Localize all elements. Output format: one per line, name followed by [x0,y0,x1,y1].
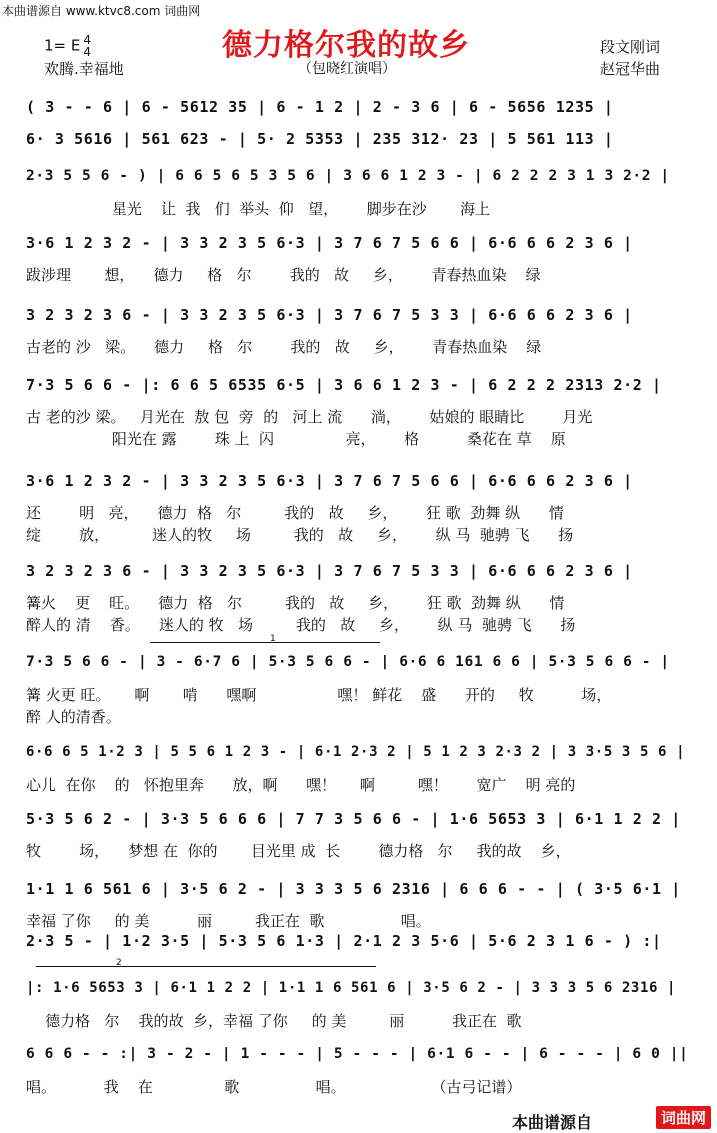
notation-line: 6·6 6 5 1·2 3 | 5 5 6 1 2 3 - | 6·1 2·3 2 | 5 1 2 3 2·3 2 | 3 3·5 3 5 6 | [26,744,686,760]
lyric-line-1: 德力格 尔 我的故 乡，幸福 了你 的 美 丽 我正在 歌 [26,1012,522,1030]
volta-1-bracket [150,634,380,649]
lyric-line-2: 阳光在 露 珠 上 闪 亮， 格 桑花在 草 原 [26,430,566,448]
meter-bottom: 4 [83,45,91,59]
score-system [26,168,690,218]
score-system [26,98,690,116]
notation-line: 3 2 3 2 3 6 - | 3 3 2 3 5 6·3 | 3 7 6 7 5 3 3 | 6·6 6 6 2 3 6 | [26,562,633,580]
score-system [26,810,690,860]
score-system [26,880,690,930]
performance-style: 欢腾.幸福地 [44,60,124,78]
notation-line: 1·1 1 6 561 6 | 3·5 6 2 - | 3 3 3 5 6 2316 | 6 6 6 - - | ( 3·5 6·1 | [26,880,681,898]
site-logo: 词曲网 [656,1106,711,1129]
lyric-line-2: 醉 人的清香。 [26,708,121,726]
footer-source: 本曲谱源自 [512,1113,593,1132]
time-signature [83,34,91,58]
lyric-line-1: 古老的 沙 梁。 德力 格 尔 我的 故 乡， 青春热血染 绿 [26,338,542,356]
notation-line: |: 1·6 5653 3 | 6·1 1 2 2 | 1·1 1 6 561 6 | 3·5 6 2 - | 3 3 3 5 6 2316 | [26,980,677,996]
notation-line: 7·3 5 6 6 - | 3 - 6·7 6 | 5·3 5 6 6 - | 6·6 6 161 6 6 | 5·3 5 6 6 - | [26,654,670,670]
score-system [26,562,690,634]
key-signature [44,34,91,58]
composer: 赵冠华曲 [600,60,661,78]
lyric-line-1: 跋涉理 想， 德力 格 尔 我的 故 乡， 青春热血染 绿 [26,266,541,284]
notation-line: 2·3 5 - | 1·2 3·5 | 5·3 5 6 1·3 | 2·1 2 3 5·6 | 5·6 2 3 1 6 - ) :| [26,932,662,950]
notation-line: 2·3 5 5 6 - ) | 6 6 5 6 5 3 5 6 | 3 6 6 1 2 3 - | 6 2 2 2 3 1 3 2·2 | [26,168,670,184]
lyric-line-1: 星光 让 我 们 举头 仰 望， 脚步在沙 海上 [26,200,491,218]
score-system [26,980,690,1030]
score-system [26,130,690,148]
volta-2-bracket [36,958,376,973]
lyric-line-1: 古 老的沙 梁。 月光在 敖 包 旁 的 河上 流 淌， 姑娘的 眼睛比 月光 [26,408,593,426]
notation-line: 3·6 1 2 3 2 - | 3 3 2 3 5 6·3 | 3 7 6 7 5 6 6 | 6·6 6 6 2 3 6 | [26,472,633,490]
score-system [26,306,690,356]
score-system [26,376,690,448]
lyricist: 段文刚词 [600,38,661,56]
notation-line: 7·3 5 6 6 - |: 6 6 5 6535 6·5 | 3 6 6 1 2 3 - | 6 2 2 2 2313 2·2 | [26,376,662,394]
notation-line: ( 3 - - 6 | 6 - 5612 35 | 6 - 1 2 | 2 - 3 6 | 6 - 5656 1235 | [26,98,614,116]
score-system [26,472,690,544]
lyric-line-2: 醉人的 清 香。 迷人的 牧 场 我的 故 乡， 纵 马 驰骋 飞 扬 [26,616,576,634]
score-system [26,1046,690,1096]
notation-line: 6· 3 5616 | 561 623 - | 5· 2 5353 | 235 312· 23 | 5 561 113 | [26,130,614,148]
volta-2-label: 2 [116,958,122,968]
site-header: 本曲谱源自 www.ktvc8.com 词曲网 [2,4,201,18]
song-title: 德力格尔我的故乡 [222,28,470,63]
meter-top: 4 [83,33,91,47]
lyric-line-1: 篝 火更 旺。 啊 啃 嘿啊 嘿！ 鲜花 盛 开的 牧 场， [26,686,612,704]
lyric-line-1: 唱。 我 在 歌 唱。 （古弓记谱） [26,1078,522,1096]
notation-line: 6 6 6 - - :| 3 - 2 - | 1 - - - | 5 - - - | 6·1 6 - - | 6 - - - | 6 0 || [26,1046,689,1062]
notation-line: 3 2 3 2 3 6 - | 3 3 2 3 5 6·3 | 3 7 6 7 5 3 3 | 6·6 6 6 2 3 6 | [26,306,633,324]
lyric-line-1: 牧 场， 梦想 在 你的 目光里 成 长 德力格 尔 我的故 乡， [26,842,571,860]
score-system [26,654,690,726]
lyric-line-1: 篝火 更 旺。 德力 格 尔 我的 故 乡， 狂 歌 劲舞 纵 情 [26,594,565,612]
score-system [26,744,690,794]
key-label: 1= E [44,36,81,55]
score-system [26,932,690,950]
score-system [26,234,690,284]
volta-1-label: 1 [270,634,276,644]
lyric-line-1: 还 明 亮， 德力 格 尔 我的 故 乡， 狂 歌 劲舞 纵 情 [26,504,564,522]
lyric-line-1: 幸福 了你 的 美 丽 我正在 歌 唱。 [26,912,431,930]
singer: （包晓红演唱） [298,61,396,77]
notation-line: 5·3 5 6 2 - | 3·3 5 6 6 6 | 7 7 3 5 6 6 - | 1·6 5653 3 | 6·1 1 2 2 | [26,810,681,828]
lyric-line-2: 绽 放， 迷人的牧 场 我的 故 乡， 纵 马 驰骋 飞 扬 [26,526,574,544]
lyric-line-1: 心儿 在你 的 怀抱里奔 放，啊 嘿！ 啊 嘿！ 宽广 明 亮的 [26,776,576,794]
notation-line: 3·6 1 2 3 2 - | 3 3 2 3 5 6·3 | 3 7 6 7 5 6 6 | 6·6 6 6 2 3 6 | [26,234,633,252]
